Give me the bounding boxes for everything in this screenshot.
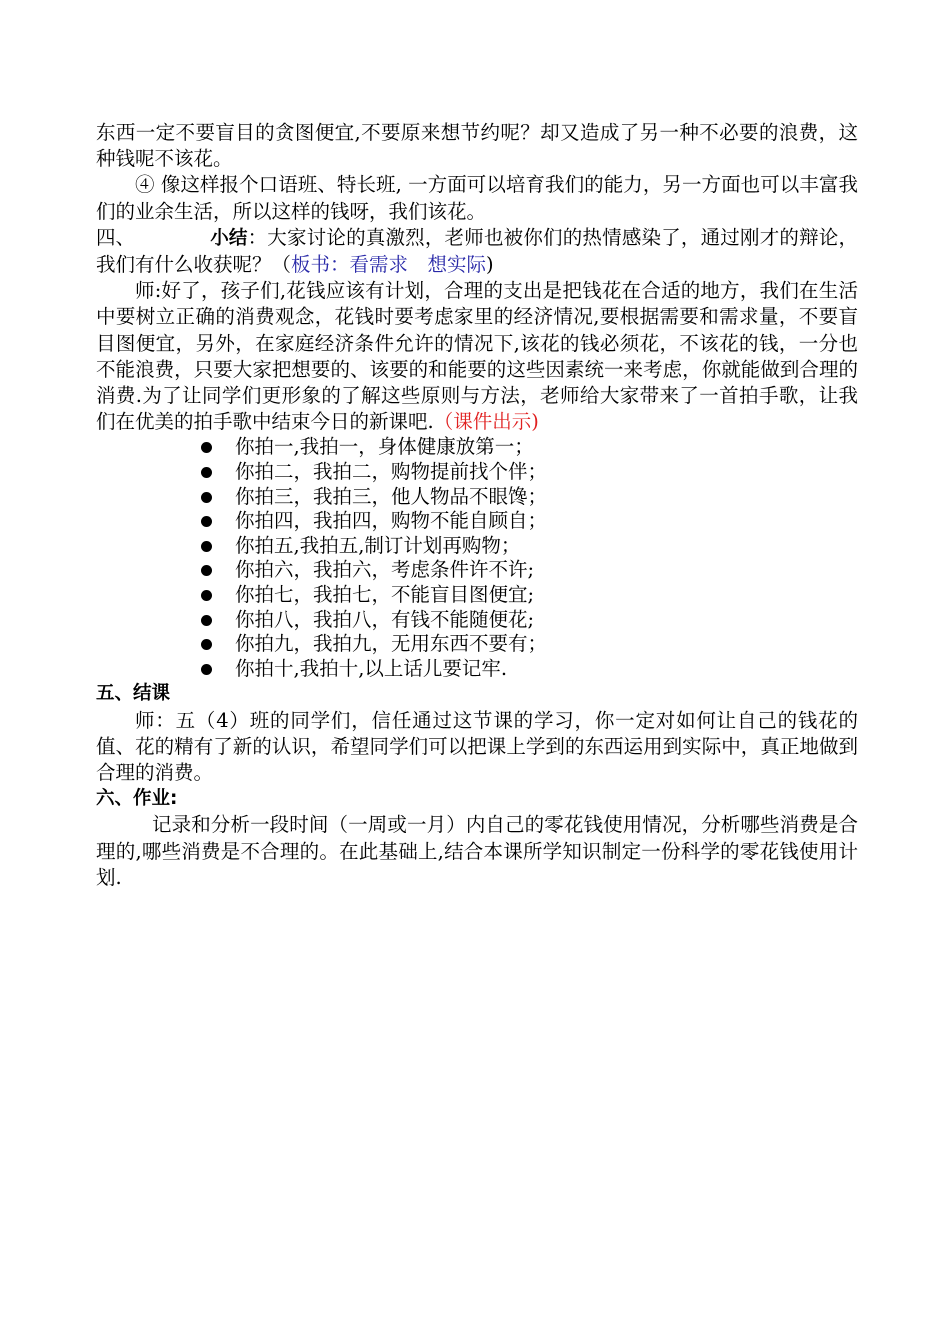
list-item	[199, 608, 858, 633]
section4-number: 四、	[96, 225, 136, 249]
section4-text: ：大家讨论的真激烈，老师也被你们的热情感染了，通过刚才的辩论，我们有什么收获呢？	[96, 225, 858, 277]
bullet-icon	[201, 516, 212, 527]
list-item	[199, 460, 858, 485]
bullet-icon	[201, 639, 212, 650]
bullet-icon	[201, 541, 212, 552]
list-item	[199, 534, 858, 559]
bullet-icon	[201, 442, 212, 453]
bullet-icon	[201, 590, 212, 601]
teacher-text: 师:好了，孩子们,花钱应该有计划，合理的支出是把钱花在合适的地方，我们在生活中要树立正确的消费观念，花钱时要考虑家里的经济情况,要根据需要和需求量，不要盲目图便宜，另外，在家庭经济条件允许的情况下,该花的钱必须花，不该花的钱，一分也不能浪费，只要大家把想要的、该要的和能要的这些因素统一来考虑，你就能做到合理的消费.为了让同学们更形象的了解这些原则与方法，老师给大家带来了一首拍手歌，让我们在优美的拍手歌中结束今日的新课吧.	[96, 279, 858, 434]
clap-line: 你拍八，我拍八，有钱不能随便花;	[235, 607, 535, 631]
section5-heading: 五、结课	[96, 683, 171, 705]
clap-line: 你拍四，我拍四，购物不能自顾自；	[235, 509, 548, 533]
list-item	[199, 485, 858, 510]
bullet-icon	[201, 467, 212, 478]
board-note-close: )	[486, 253, 494, 277]
courseware-note: （课件出示)	[433, 410, 539, 434]
clap-line: 你拍一,我拍一，身体健康放第一；	[235, 435, 534, 459]
list-item	[199, 558, 858, 583]
bullet-icon	[201, 565, 212, 576]
clap-line: 你拍十,我拍十,以上话儿要记牢.	[235, 656, 508, 680]
clap-line: 你拍九，我拍九，无用东西不要有；	[235, 632, 548, 656]
clap-line: 你拍六，我拍六，考虑条件许不许;	[235, 558, 535, 582]
item4-paragraph: ④ 像这样报个口语班、特长班, 一方面可以培育我们的能力，另一方面也可以丰富我们的业余生活，所以这样的钱呀，我们该花。	[96, 173, 858, 223]
document-page	[96, 120, 858, 891]
section4-title: 小结	[210, 227, 248, 249]
clap-line: 你拍七，我拍七，不能盲目图便宜;	[235, 583, 535, 606]
clap-line: 你拍五,我拍五,制订计划再购物；	[235, 533, 521, 557]
section5-text: 师：五（4）班的同学们，信任通过这节课的学习，你一定对如何让自己的钱花的值、花的精有了新的认识，希望同学们可以把课上学到的东西运用到实际中，真正地做到合理的消费。	[96, 708, 858, 784]
list-item	[199, 632, 858, 657]
bullet-icon	[201, 492, 212, 503]
list-item	[199, 583, 858, 608]
bullet-icon	[201, 615, 212, 626]
section4-summary	[96, 225, 858, 278]
section6-text: 记录和分析一段时间（一周或一月）内自己的零花钱使用情况，分析哪些消费是合理的,哪些消费是不合理的。在此基础上,结合本课所学知识制定一份科学的零花钱使用计划.	[96, 813, 858, 889]
clap-song-list	[96, 435, 858, 681]
board-note-open: （	[271, 253, 292, 277]
board-note: 板书：看需求 想实际	[291, 253, 487, 277]
list-item	[199, 657, 858, 682]
list-item	[199, 509, 858, 534]
opening-paragraph: 东西一定不要盲目的贪图便宜,不要原来想节约呢？却又造成了另一种不必要的浪费，这种钱呢不该花。	[96, 121, 858, 171]
bullet-icon	[201, 664, 212, 675]
list-item	[199, 435, 858, 460]
clap-line: 你拍三，我拍三，他人物品不眼馋；	[235, 484, 548, 508]
clap-line: 你拍二，我拍二，购物提前找个伴；	[235, 460, 548, 484]
section6-heading: 六、作业:	[96, 788, 178, 810]
teacher-paragraph	[96, 278, 858, 435]
